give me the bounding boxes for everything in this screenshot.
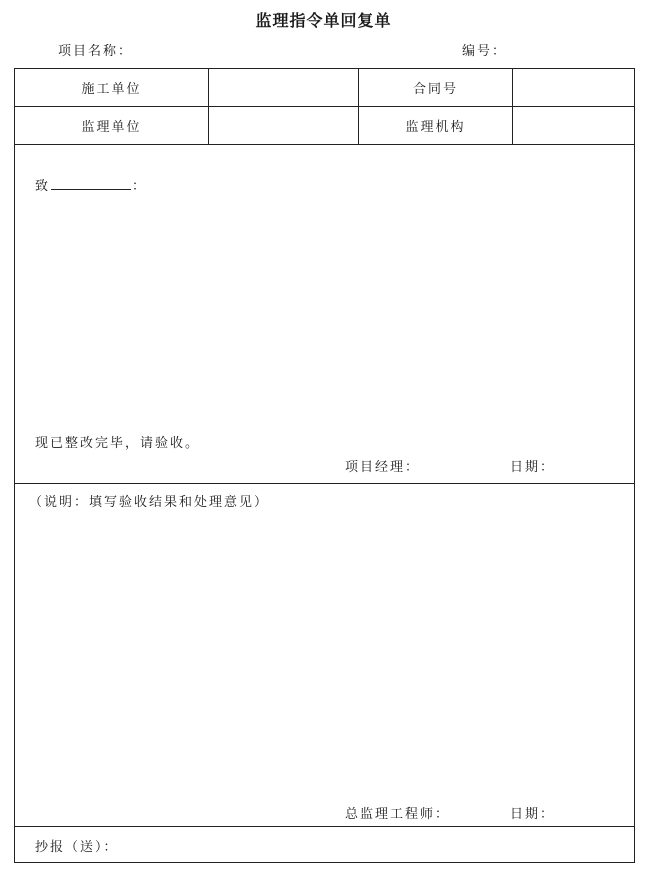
contract-number-field[interactable] (513, 69, 634, 106)
addressee-suffix: ： (132, 179, 148, 194)
cc-label: 抄报（送）： (35, 840, 119, 855)
supervision-agency-label: 监理机构 (405, 120, 466, 135)
row-divider-4 (15, 826, 634, 827)
review-instruction: （说明：填写验收结果和处理意见） (29, 495, 270, 510)
row-divider-3 (15, 483, 634, 484)
construction-unit-field[interactable] (209, 69, 358, 106)
addressee-prefix: 致 (35, 179, 51, 194)
supervision-agency-field[interactable] (513, 107, 634, 144)
form-frame (14, 68, 635, 863)
construction-unit-label: 施工单位 (81, 82, 142, 97)
supervision-unit-field[interactable] (209, 107, 358, 144)
addressee-line (35, 175, 147, 194)
rectification-statement: 现已整改完毕，请验收。 (35, 436, 201, 451)
addressee-blank[interactable] (51, 175, 131, 190)
reply-date-label: 日期： (510, 460, 556, 475)
chief-engineer-label: 总监理工程师： (345, 807, 451, 822)
contract-number-label: 合同号 (412, 82, 458, 97)
supervision-unit-label: 监理单位 (81, 120, 142, 135)
document-title: 监理指令单回复单 (255, 11, 392, 30)
review-date-label: 日期： (510, 807, 556, 822)
row-divider-2 (15, 144, 634, 145)
number-label: 编号： (462, 44, 508, 59)
project-name-label: 项目名称： (58, 44, 134, 59)
project-manager-label: 项目经理： (345, 460, 421, 475)
